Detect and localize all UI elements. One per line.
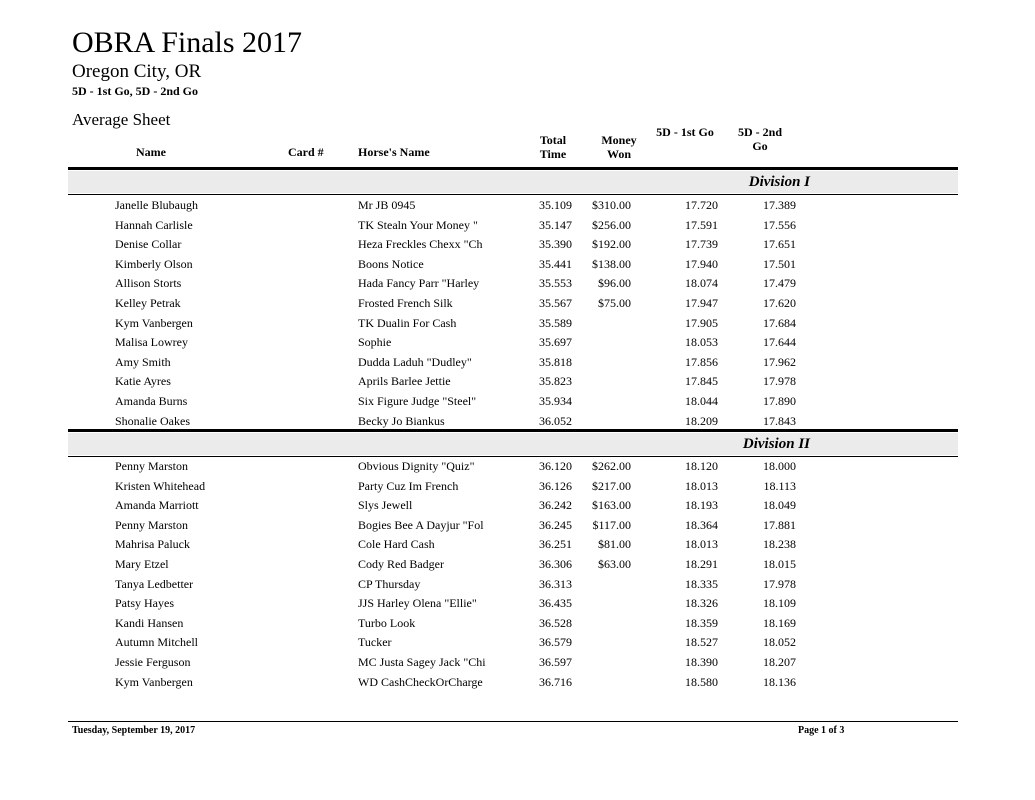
money-won: $75.00	[598, 296, 631, 310]
total-time: 35.567	[539, 296, 572, 310]
table-row	[0, 392, 1035, 412]
division-band-1	[68, 171, 958, 193]
horse-name: Slys Jewell	[358, 498, 413, 513]
go1-time: 18.013	[685, 478, 718, 493]
column-header-total-time-line2: Time	[539, 147, 567, 161]
column-header-total-time	[528, 133, 578, 161]
horse-name: Heza Freckles Chexx "Ch	[358, 237, 483, 252]
go2-time: 18.113	[763, 478, 796, 493]
table-row	[0, 294, 1035, 314]
money-won: $81.00	[598, 537, 631, 552]
rider-name: Mahrisa Paluck	[115, 537, 190, 552]
horse-name: TK Dualin For Cash	[358, 315, 457, 330]
rider-name: Tanya Ledbetter	[115, 576, 194, 591]
column-header-go2-line2: Go	[752, 139, 768, 153]
total-time: 36.435	[539, 596, 572, 611]
horse-name: Six Figure Judge "Steel"	[358, 394, 477, 408]
money-won: $138.00	[592, 256, 631, 271]
rider-name: Katie Ayres	[115, 374, 171, 389]
go1-time: 17.720	[685, 198, 718, 212]
go2-time: 17.620	[763, 296, 796, 310]
table-row	[0, 633, 1035, 653]
horse-name: Sophie	[358, 335, 392, 350]
horse-name: Tucker	[358, 635, 392, 650]
division-label: Division I	[748, 174, 810, 190]
go2-time: 18.136	[763, 674, 796, 689]
go1-time: 18.193	[685, 498, 718, 513]
horse-name: TK Stealn Your Money "	[358, 217, 478, 232]
go1-time: 18.120	[685, 459, 718, 473]
go2-time: 18.169	[763, 615, 796, 630]
go2-time: 18.109	[763, 596, 796, 611]
total-time: 36.716	[539, 674, 572, 689]
column-header-go1: 5D - 1st Go	[656, 125, 714, 139]
go1-time: 17.905	[685, 315, 718, 330]
money-won: $96.00	[598, 276, 631, 291]
horse-name: Aprils Barlee Jettie	[358, 374, 451, 389]
column-header-money-won	[592, 133, 646, 161]
horse-name: Party Cuz Im French	[358, 478, 459, 493]
total-time: 36.597	[539, 655, 572, 669]
go2-time: 18.000	[763, 459, 796, 473]
rider-name: Penny Marston	[115, 517, 188, 532]
table-row	[0, 372, 1035, 392]
go2-time: 18.207	[763, 655, 796, 669]
go2-time: 17.978	[763, 576, 796, 591]
table-row	[0, 216, 1035, 236]
total-time: 36.313	[539, 576, 572, 591]
go2-time: 18.015	[763, 557, 796, 571]
rider-name: Denise Collar	[115, 237, 182, 252]
rider-name: Penny Marston	[115, 459, 188, 473]
go1-time: 18.359	[685, 615, 718, 630]
table-row	[0, 255, 1035, 275]
money-won: $217.00	[592, 478, 631, 493]
go2-time: 17.978	[763, 374, 796, 389]
column-header-money-won-line1: Money	[601, 133, 637, 147]
go1-time: 18.580	[685, 674, 718, 689]
go2-time: 18.238	[763, 537, 796, 552]
table-row	[0, 575, 1035, 595]
go1-time: 18.326	[685, 596, 718, 611]
total-time: 36.306	[539, 557, 572, 571]
table-row	[0, 496, 1035, 516]
column-header-total-time-line1: Total	[539, 133, 567, 147]
horse-name: MC Justa Sagey Jack "Chi	[358, 655, 486, 669]
rider-name: Amy Smith	[115, 354, 171, 369]
column-header-name: Name	[136, 145, 166, 159]
go2-time: 17.644	[763, 335, 796, 350]
table-row	[0, 196, 1035, 216]
go2-time: 17.501	[763, 256, 796, 271]
total-time: 36.245	[539, 517, 572, 532]
money-won: $262.00	[592, 459, 631, 473]
go1-time: 18.527	[685, 635, 718, 650]
total-time: 36.579	[539, 635, 572, 650]
rider-name: Amanda Marriott	[115, 498, 199, 513]
go2-time: 17.843	[763, 413, 796, 428]
rider-name: Patsy Hayes	[115, 596, 174, 611]
column-header-money-won-line2: Won	[606, 147, 631, 161]
total-time: 35.553	[539, 276, 572, 291]
go1-time: 17.947	[685, 296, 718, 310]
money-won: $192.00	[592, 237, 631, 252]
go2-time: 17.556	[763, 217, 796, 232]
table-row	[0, 235, 1035, 255]
rider-name: Kym Vanbergen	[115, 315, 193, 330]
go2-time: 17.962	[763, 354, 796, 369]
go1-time: 18.209	[685, 413, 718, 428]
total-time: 36.251	[539, 537, 572, 552]
division-rule	[68, 194, 958, 195]
table-row	[0, 594, 1035, 614]
horse-name: JJS Harley Olena "Ellie"	[358, 596, 477, 611]
table-row	[0, 535, 1035, 555]
rider-name: Autumn Mitchell	[115, 635, 198, 650]
go1-time: 18.291	[685, 557, 718, 571]
horse-name: Obvious Dignity "Quiz"	[358, 459, 475, 473]
go1-time: 17.739	[685, 237, 718, 252]
go1-time: 18.053	[685, 335, 718, 350]
report-location: Oregon City, OR	[72, 61, 202, 82]
horse-name: Becky Jo Biankus	[358, 413, 445, 428]
column-header-go2	[728, 125, 792, 153]
money-won: $256.00	[592, 217, 631, 232]
column-header-horse: Horse's Name	[358, 145, 430, 159]
go1-time: 18.390	[685, 655, 718, 669]
go2-time: 17.479	[763, 276, 796, 291]
rider-name: Kym Vanbergen	[115, 674, 193, 689]
go2-time: 17.684	[763, 315, 796, 330]
go1-time: 18.335	[685, 576, 718, 591]
rider-name: Kelley Petrak	[115, 296, 181, 310]
go1-time: 18.013	[685, 537, 718, 552]
table-row	[0, 516, 1035, 536]
column-header-go2-line1: 5D - 2nd	[737, 125, 782, 139]
total-time: 35.147	[539, 217, 572, 232]
rider-name: Kristen Whitehead	[115, 478, 206, 493]
division-separator-rule	[68, 429, 958, 432]
total-time: 35.818	[539, 354, 572, 369]
rider-name: Mary Etzel	[115, 557, 169, 571]
header-rule	[68, 167, 958, 170]
division-label: Division II	[742, 436, 810, 452]
horse-name: Hada Fancy Parr "Harley	[358, 276, 480, 291]
rider-name: Shonalie Oakes	[115, 413, 190, 428]
money-won: $117.00	[592, 517, 631, 532]
horse-name: Cole Hard Cash	[358, 537, 435, 552]
footer-page-number: Page 1 of 3	[798, 725, 845, 736]
rider-name: Janelle Blubaugh	[115, 198, 198, 212]
division-band-2	[68, 433, 958, 455]
go1-time: 17.856	[685, 354, 718, 369]
report-title: OBRA Finals 2017	[72, 26, 303, 59]
go2-time: 17.881	[763, 517, 796, 532]
total-time: 36.052	[539, 413, 572, 428]
total-time: 35.109	[539, 198, 572, 212]
total-time: 35.934	[539, 394, 572, 408]
horse-name: CP Thursday	[358, 576, 421, 591]
rider-name: Jessie Ferguson	[115, 655, 191, 669]
rider-name: Hannah Carlisle	[115, 217, 193, 232]
go2-time: 18.049	[763, 498, 796, 513]
go1-time: 18.364	[685, 517, 718, 532]
total-time: 35.589	[539, 315, 572, 330]
report-events: 5D - 1st Go, 5D - 2nd Go	[72, 84, 199, 98]
total-time: 35.697	[539, 335, 572, 350]
money-won: $310.00	[592, 198, 631, 212]
sheet-title: Average Sheet	[72, 110, 171, 129]
go2-time: 17.890	[763, 394, 796, 408]
column-header-card: Card #	[288, 145, 324, 159]
money-won: $63.00	[598, 557, 631, 571]
horse-name: Frosted French Silk	[358, 296, 453, 310]
horse-name: WD CashCheckOrCharge	[358, 674, 483, 689]
rider-name: Kandi Hansen	[115, 615, 184, 630]
total-time: 35.441	[539, 256, 572, 271]
rider-name: Amanda Burns	[115, 394, 188, 408]
horse-name: Boons Notice	[358, 256, 424, 271]
go1-time: 17.845	[685, 374, 718, 389]
table-row	[0, 274, 1035, 294]
rider-name: Malisa Lowrey	[115, 335, 188, 350]
horse-name: Mr JB 0945	[358, 198, 416, 212]
table-row	[0, 614, 1035, 634]
table-row	[0, 314, 1035, 334]
go2-time: 17.389	[763, 198, 796, 212]
table-row	[0, 555, 1035, 575]
horse-name: Cody Red Badger	[358, 557, 444, 571]
horse-name: Turbo Look	[358, 615, 416, 630]
total-time: 36.126	[539, 478, 572, 493]
total-time: 36.120	[539, 459, 572, 473]
money-won: $163.00	[592, 498, 631, 513]
horse-name: Dudda Laduh "Dudley"	[358, 354, 472, 369]
table-row	[0, 653, 1035, 673]
total-time: 35.823	[539, 374, 572, 389]
go2-time: 17.651	[763, 237, 796, 252]
go2-time: 18.052	[763, 635, 796, 650]
table-row	[0, 353, 1035, 373]
horse-name: Bogies Bee A Dayjur "Fol	[358, 517, 484, 532]
go1-time: 18.074	[685, 276, 718, 291]
go1-time: 18.044	[685, 394, 718, 408]
table-row	[0, 477, 1035, 497]
rider-name: Kimberly Olson	[115, 256, 193, 271]
table-row	[0, 673, 1035, 693]
go1-time: 17.940	[685, 256, 718, 271]
total-time: 35.390	[539, 237, 572, 252]
footer-date: Tuesday, September 19, 2017	[72, 725, 196, 736]
footer-rule	[68, 721, 958, 722]
total-time: 36.528	[539, 615, 572, 630]
total-time: 36.242	[539, 498, 572, 513]
table-row	[0, 457, 1035, 477]
rider-name: Allison Storts	[115, 276, 182, 291]
table-row	[0, 333, 1035, 353]
go1-time: 17.591	[685, 217, 718, 232]
